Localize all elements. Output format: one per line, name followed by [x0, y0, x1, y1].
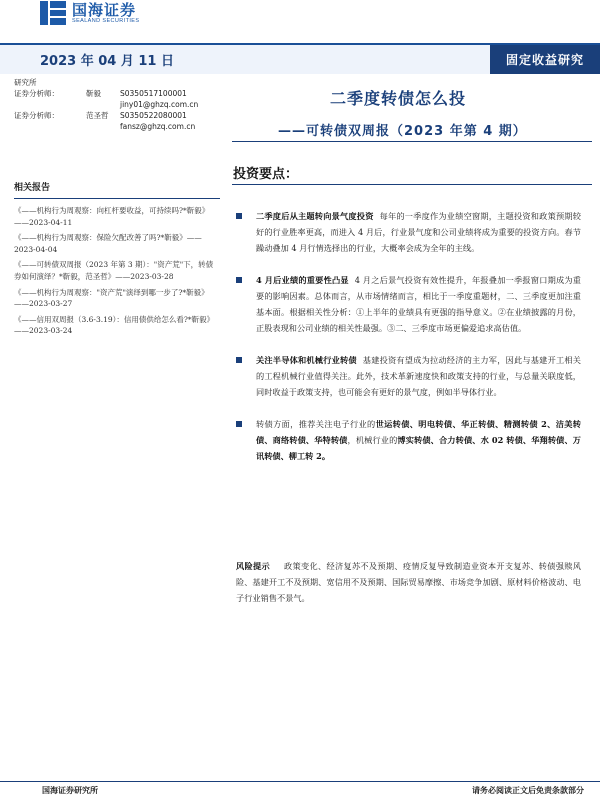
analyst-row: 证券分析师： 靳毅 S0350517100001	[14, 89, 187, 98]
analyst-email[interactable]: fansz@ghzq.com.cn	[120, 122, 196, 131]
key-points-divider	[232, 184, 592, 185]
risk-label: 风险提示	[236, 561, 270, 571]
logo-text-en: SEALAND SECURITIES	[72, 17, 140, 24]
analyst-row	[14, 121, 198, 132]
footer-left: 国海证券研究所	[42, 786, 98, 795]
footer-disclaimer: 请务必阅读正文后免责条款部分	[472, 786, 584, 795]
key-point: 关注半导体和机械行业转债 基建投资有望成为拉动经济的主力军，因此与基建开工相关的工程机械行业值得关注。此外，技术革新速度快和政策支持的行业，与总量关联度低，同时收益于政策支持，也可能会有更好的景气度，例如半导体行业。	[236, 352, 581, 400]
institute-label: 研究所	[14, 78, 37, 87]
analyst-cert: S0350517100001	[120, 89, 187, 98]
bullet-square-icon	[236, 213, 242, 219]
report-title: 二季度转债怎么投	[330, 89, 467, 108]
logo-mark-icon	[40, 1, 66, 25]
analyst-cert: S0350522080001	[120, 111, 187, 120]
related-report-item[interactable]: 《——信用双周报（3.6-3.19）：信用债供给怎么看?*靳毅》——2023-03-24	[14, 314, 215, 336]
company-logo	[40, 0, 139, 26]
report-subtitle: ——可转债双周报（2023 年第 4 期）	[278, 124, 527, 139]
key-points-list	[236, 208, 581, 480]
related-report-item[interactable]: 《——机构行为周观察："资产荒"演绎到哪一步了?*靳毅》——2023-03-27	[14, 287, 209, 309]
analyst-name: 范圣哲	[86, 111, 109, 120]
category-tag: 固定收益研究	[490, 45, 600, 74]
bullet-square-icon	[236, 357, 242, 363]
header-band	[0, 43, 600, 74]
key-points-heading: 投资要点：	[233, 167, 299, 182]
title-divider	[232, 141, 592, 142]
bullet-square-icon	[236, 277, 242, 283]
report-date: 2023 年 04 月 11 日	[40, 54, 174, 69]
analyst-email[interactable]: jiny01@ghzq.com.cn	[120, 100, 199, 109]
related-report-item[interactable]: 《——机构行为周观察：向杠杆要收益，可持续吗?*靳毅》——2023-04-11	[14, 206, 210, 227]
risk-text: 政策变化、经济复苏不及预期、疫情反复导致制造业资本开支复苏、转债强赎风险、基建开工不及预期、宽信用不及预期、国际贸易摩擦、市场竞争加剧、原材料价格波动、电子行业销售不景气。	[236, 561, 581, 603]
logo-text-cn: 国海证券	[72, 0, 137, 19]
footer-divider	[0, 781, 600, 782]
bullet-square-icon	[236, 421, 242, 427]
key-point: 转债方面，推荐关注电子行业的世运转债、明电转债、华正转债、精测转债 2、洁美转债、商络转债、华特转债，机械行业的博实转债、合力转债、水 02 转债、华翔转债、万讯转债、柳工转 2。	[236, 416, 581, 464]
key-point: 二季度后从主题转向景气度投资 每年的一季度作为业绩空窗期，主题投资和政策预期较好的行业胜率更高，而进入 4 月后，行业景气度和公司业绩将成为重要的投资方向。春节躁动叠加 4 月行情选择出的行业，大概率会成为全年的主线。	[236, 208, 581, 256]
analyst-block	[14, 77, 198, 132]
analyst-row: 证券分析师： 范圣哲 S0350522080001	[14, 111, 187, 120]
related-report-item[interactable]: 《——机构行为周观察：保险欠配改善了吗?*靳毅》——2023-04-04	[14, 233, 202, 254]
analyst-row	[14, 99, 198, 110]
key-point: 4 月后业绩的重要性凸显 4 月之后景气投资有效性提升，年报叠加一季报窗口期成为重要的影响因素。总体而言，从市场情绪而言，相比于一季度重题材，二、三季度更加注重基本面。根据相关性分析：①上半年的业绩具有更强的指导意义。②在业绩披露的月份，正股表现和公司业绩的相关性最强。③二、三季度市场更偏爱追求高估值。	[236, 272, 581, 336]
related-heading: 相关报告	[14, 180, 220, 199]
analyst-name: 靳毅	[86, 89, 101, 98]
related-report-item[interactable]: 《——可转债双周报（2023 年第 3 期）："资产荒"下，转债券如何演绎？*靳毅，范圣哲》——2023-03-28	[14, 260, 214, 281]
risk-warning	[236, 558, 581, 606]
related-reports	[14, 180, 220, 341]
